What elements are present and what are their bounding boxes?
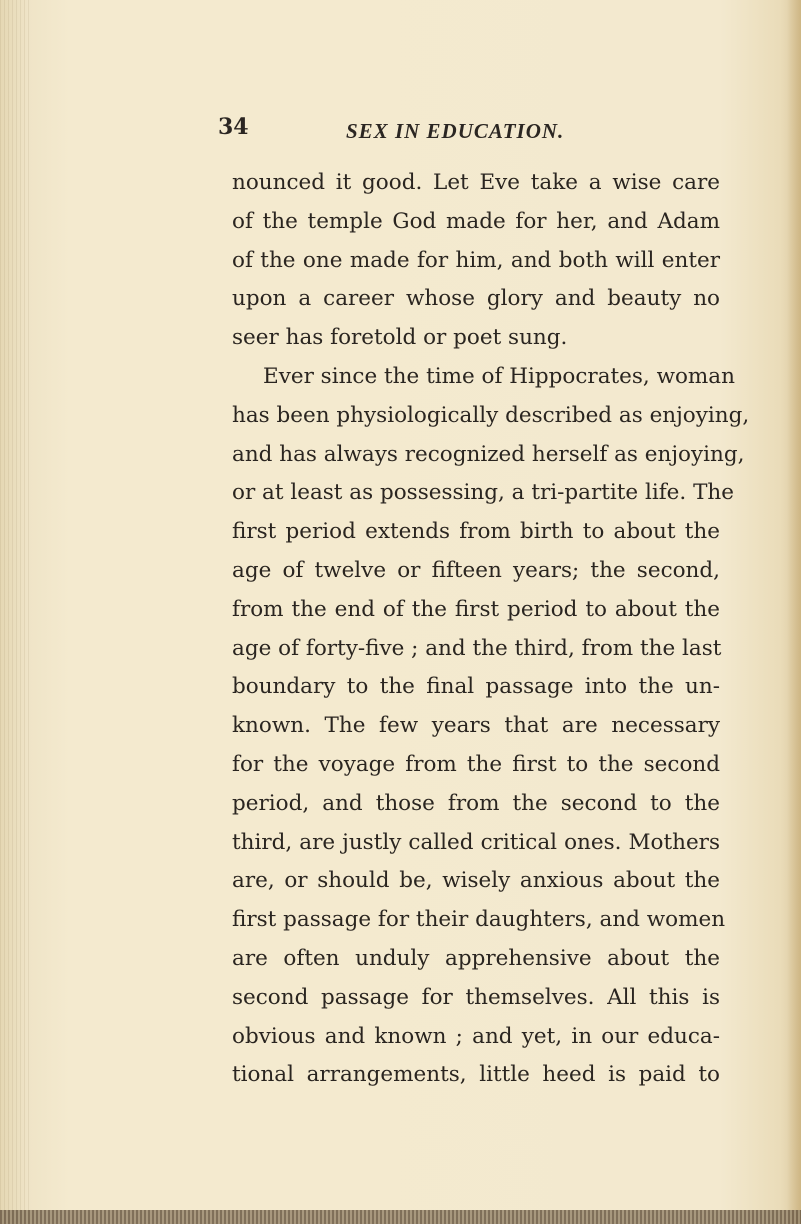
page-bottom-edge bbox=[0, 1210, 801, 1224]
text-line: period, and those from the second to the bbox=[232, 790, 720, 816]
text-line: from the end of the first period to about the bbox=[232, 596, 720, 622]
body-text bbox=[232, 164, 750, 1095]
text-line: of the temple God made for her, and Adam bbox=[232, 208, 720, 234]
text-line: first passage for their daughters, and women bbox=[232, 907, 726, 933]
text-line: or at least as possessing, a tri-partite life. The bbox=[232, 480, 734, 506]
text-line: second passage for themselves. All this is bbox=[232, 984, 720, 1010]
running-title: SEX IN EDUCATION. bbox=[346, 119, 565, 143]
text-line: has been physiologically described as enjoying, bbox=[232, 402, 750, 428]
text-line: nounced it good. Let Eve take a wise care bbox=[232, 170, 720, 195]
text-line: upon a career whose glory and beauty no bbox=[232, 286, 720, 312]
page-number: 34 bbox=[218, 114, 249, 140]
text-line: obvious and known ; and yet, in our educa- bbox=[232, 1023, 720, 1049]
text-line: are, or should be, wisely anxious about the bbox=[232, 868, 720, 894]
text-line: are often unduly apprehensive about the bbox=[232, 945, 720, 971]
text-line: age of forty-five ; and the third, from the last bbox=[232, 635, 722, 661]
text-line: and has always recognized herself as enjoying, bbox=[232, 441, 745, 467]
text-line: first period extends from birth to about the bbox=[232, 519, 720, 545]
text-line: for the voyage from the first to the second bbox=[232, 751, 720, 777]
text-line: third, are justly called critical ones. Mothers bbox=[232, 829, 720, 855]
text-line: tional arrangements, little heed is paid to bbox=[232, 1062, 720, 1088]
text-line: known. The few years that are necessary bbox=[232, 713, 720, 739]
text-line: boundary to the final passage into the un- bbox=[232, 674, 720, 700]
text-line: of the one made for him, and both will enter bbox=[232, 247, 720, 273]
paragraph-start-line: Ever since the time of Hippocrates, woman bbox=[263, 363, 735, 389]
text-line: age of twelve or fifteen years; the second, bbox=[232, 557, 720, 583]
text-line: seer has foretold or poet sung. bbox=[232, 325, 568, 351]
page-edge-shadow bbox=[787, 0, 801, 1224]
binding-gutter bbox=[0, 0, 30, 1224]
